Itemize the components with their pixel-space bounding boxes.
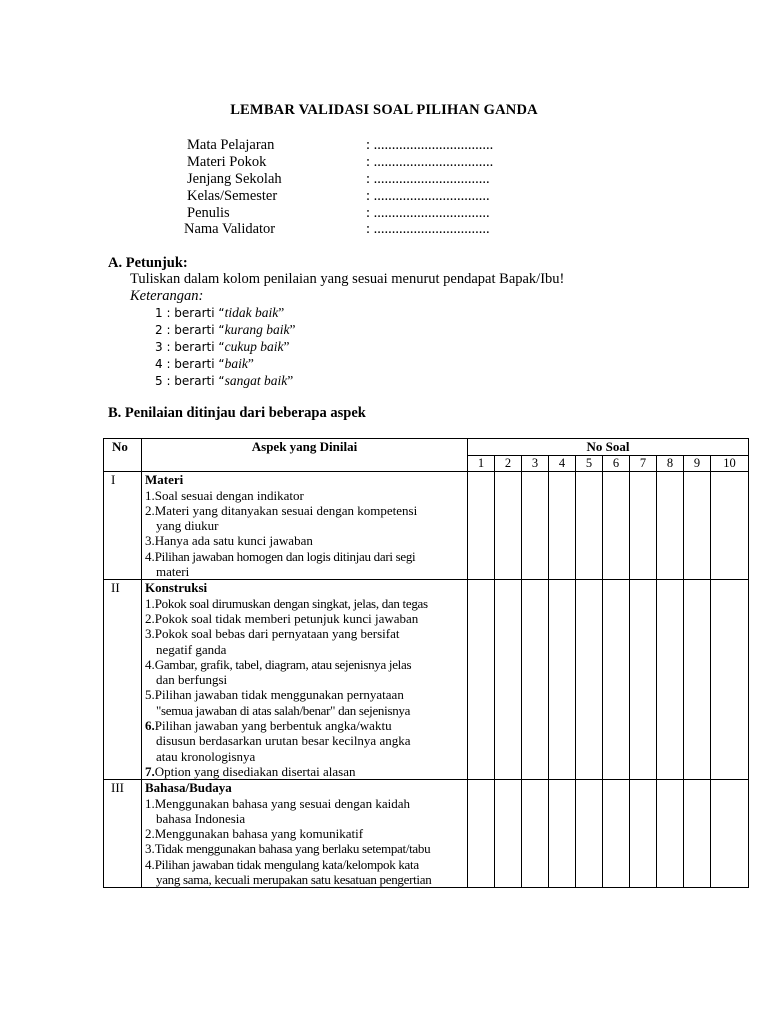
col-aspek-header: Aspek yang Dinilai: [142, 439, 468, 472]
legend-prefix: 2 : berarti “: [155, 323, 225, 337]
aspect-text-continued: yang diukur: [156, 518, 219, 534]
score-cell[interactable]: [603, 472, 630, 580]
score-cell[interactable]: [603, 780, 630, 888]
score-cell[interactable]: [549, 472, 576, 580]
info-label: Kelas/Semester: [187, 188, 278, 204]
aspect-number: 2.: [145, 610, 155, 626]
legend-suffix: ”: [289, 322, 296, 337]
score-cell[interactable]: [576, 580, 603, 780]
group-number: I: [104, 472, 142, 580]
aspect-number: 1.: [145, 487, 155, 503]
soal-number: 2: [495, 456, 522, 472]
legend-term: baik: [224, 356, 248, 371]
instruction-text: Tuliskan dalam kolom penilaian yang sesuai menurut pendapat Bapak/Ibu!: [130, 271, 565, 287]
soal-number: 4: [549, 456, 576, 472]
aspect-number: 3.: [145, 626, 155, 642]
aspect-number: 5.: [145, 687, 155, 703]
score-cell[interactable]: [657, 780, 684, 888]
aspect-number: 4.: [145, 656, 155, 672]
info-label: Mata Pelajaran: [187, 137, 275, 153]
aspect-item: [145, 657, 467, 672]
aspect-item: [145, 549, 467, 564]
aspect-number: 7.: [145, 763, 155, 779]
info-value[interactable]: : ................................: [366, 221, 490, 237]
aspect-text-continued: atau kronologisnya: [156, 748, 256, 764]
legend-prefix: 4 : berarti “: [155, 357, 225, 371]
score-cell[interactable]: [684, 580, 711, 780]
legend-prefix: 3 : berarti “: [155, 340, 225, 354]
soal-number: 1: [468, 456, 495, 472]
score-cell[interactable]: [576, 780, 603, 888]
soal-number: 9: [684, 456, 711, 472]
aspect-item: [145, 857, 467, 872]
aspect-text-continued: disusun berdasarkan urutan besar kecilnya angka: [156, 733, 411, 749]
aspect-number: 2.: [145, 502, 155, 518]
group-name: Bahasa/Budaya: [145, 780, 232, 796]
legend-term: kurang baik: [224, 322, 290, 337]
info-label: Materi Pokok: [187, 154, 267, 170]
page-title: LEMBAR VALIDASI SOAL PILIHAN GANDA: [230, 102, 538, 118]
score-cell[interactable]: [603, 580, 630, 780]
legend-term: cukup baik: [224, 339, 284, 354]
legend-row: [155, 339, 289, 355]
score-cell[interactable]: [495, 580, 522, 780]
aspect-item: [145, 503, 467, 518]
aspect-text: Pilihan jawaban yang berbentuk angka/waktu: [154, 718, 392, 734]
score-cell[interactable]: [630, 780, 657, 888]
score-cell[interactable]: [549, 780, 576, 888]
group-number: II: [104, 580, 142, 780]
legend-term: sangat baik: [224, 373, 288, 388]
score-cell[interactable]: [630, 580, 657, 780]
legend-row: [155, 356, 254, 372]
score-cell[interactable]: [468, 580, 495, 780]
aspect-text-continued: materi: [156, 564, 190, 580]
aspect-item: [145, 826, 467, 841]
group-row: [104, 580, 749, 780]
aspect-text: Pokok soal bebas dari pernyataan yang bersifat: [154, 626, 400, 642]
aspect-number: 3.: [145, 841, 155, 857]
aspect-text: Tidak menggunakan bahasa yang berlaku setempat/tabu: [154, 841, 431, 857]
group-number: III: [104, 780, 142, 888]
soal-number: 7: [630, 456, 657, 472]
soal-number: 6: [603, 456, 630, 472]
legend-prefix: 5 : berarti “: [155, 374, 225, 388]
aspect-text: Hanya ada satu kunci jawaban: [154, 533, 313, 549]
validation-table: [103, 438, 749, 888]
aspect-text: Pilihan jawaban tidak menggunakan pernyataan: [154, 687, 404, 703]
aspect-text-continued: bahasa Indonesia: [156, 810, 246, 826]
aspect-item: [145, 533, 467, 548]
score-cell[interactable]: [468, 472, 495, 580]
keterangan-label: Keterangan:: [130, 288, 204, 304]
score-cell[interactable]: [549, 580, 576, 780]
aspect-text-continued: yang sama, kecuali merupakan satu kesatuan pengertian: [156, 872, 432, 888]
aspect-text: Menggunakan bahasa yang sesuai dengan kaidah: [154, 795, 410, 811]
legend-suffix: ”: [287, 373, 294, 388]
score-cell[interactable]: [630, 472, 657, 580]
score-cell[interactable]: [468, 780, 495, 888]
score-cell[interactable]: [684, 472, 711, 580]
aspect-item: [145, 488, 467, 503]
info-value[interactable]: : ................................: [366, 188, 490, 204]
score-cell[interactable]: [684, 780, 711, 888]
score-cell[interactable]: [576, 472, 603, 580]
score-cell[interactable]: [495, 472, 522, 580]
aspect-item: [145, 611, 467, 626]
group-row: [104, 780, 749, 888]
aspect-item: [145, 796, 467, 811]
score-cell[interactable]: [657, 472, 684, 580]
aspect-text: Pokok soal dirumuskan dengan singkat, jelas, dan tegas: [154, 595, 428, 611]
score-cell[interactable]: [657, 580, 684, 780]
soal-number: 8: [657, 456, 684, 472]
group-aspects: [142, 580, 468, 780]
score-cell[interactable]: [522, 780, 549, 888]
aspect-text-continued: dan berfungsi: [156, 672, 228, 688]
group-name: Konstruksi: [145, 580, 208, 596]
score-cell[interactable]: [495, 780, 522, 888]
aspect-text-continued: "semua jawaban di atas salah/benar" dan sejenisnya: [156, 702, 411, 718]
aspect-number: 1.: [145, 795, 155, 811]
legend-prefix: 1 : berarti “: [155, 306, 225, 320]
aspect-number: 2.: [145, 826, 155, 842]
soal-number: 3: [522, 456, 549, 472]
section-a-heading: A. Petunjuk:: [108, 255, 188, 271]
aspect-text: Gambar, grafik, tabel, diagram, atau sejenisnya jelas: [154, 656, 412, 672]
aspect-item: [145, 718, 467, 733]
aspect-text: Pokok soal tidak memberi petunjuk kunci jawaban: [154, 610, 419, 626]
info-label: Penulis: [187, 205, 230, 221]
info-value[interactable]: : .................................: [366, 154, 494, 170]
soal-number: 10: [711, 456, 749, 472]
soal-number: 5: [576, 456, 603, 472]
col-soal-header: No Soal: [468, 439, 749, 456]
aspect-text: Materi yang ditanyakan sesuai dengan kompetensi: [154, 502, 418, 518]
legend-row: [155, 305, 284, 321]
info-label: Jenjang Sekolah: [187, 171, 282, 187]
aspect-text: Option yang disediakan disertai alasan: [154, 763, 356, 779]
aspect-item: [145, 596, 467, 611]
score-cell[interactable]: [711, 780, 749, 888]
aspect-item: [145, 764, 467, 779]
score-cell[interactable]: [522, 580, 549, 780]
info-value[interactable]: : ................................: [366, 171, 490, 187]
aspect-text: Pilihan jawaban tidak mengulang kata/kelompok kata: [154, 856, 419, 872]
legend-row: [155, 373, 293, 389]
info-value[interactable]: : .................................: [366, 137, 494, 153]
score-cell[interactable]: [711, 472, 749, 580]
aspect-item: [145, 687, 467, 702]
aspect-number: 1.: [145, 595, 155, 611]
group-row: [104, 472, 749, 580]
legend-term: tidak baik: [224, 305, 279, 320]
info-label: Nama Validator: [184, 221, 276, 237]
section-b-heading: B. Penilaian ditinjau dari beberapa aspek: [108, 405, 366, 421]
aspect-number: 4.: [145, 856, 155, 872]
aspect-text: Soal sesuai dengan indikator: [154, 487, 304, 503]
aspect-text: Menggunakan bahasa yang komunikatif: [154, 826, 364, 842]
aspect-number: 3.: [145, 533, 155, 549]
score-cell[interactable]: [711, 580, 749, 780]
aspect-number: 6.: [145, 718, 155, 734]
score-cell[interactable]: [522, 472, 549, 580]
aspect-item: [145, 626, 467, 641]
aspect-text-continued: negatif ganda: [156, 641, 227, 657]
aspect-number: 4.: [145, 548, 155, 564]
legend-row: [155, 322, 295, 338]
aspect-item: [145, 841, 467, 856]
aspect-text: Pilihan jawaban homogen dan logis ditinjau dari segi: [154, 548, 416, 564]
legend-suffix: ”: [283, 339, 290, 354]
group-aspects: [142, 472, 468, 580]
legend-suffix: ”: [247, 356, 254, 371]
group-name: Materi: [145, 472, 184, 488]
col-no-header: No: [104, 439, 142, 472]
group-aspects: [142, 780, 468, 888]
info-value[interactable]: : ................................: [366, 205, 490, 221]
legend-suffix: ”: [278, 305, 285, 320]
